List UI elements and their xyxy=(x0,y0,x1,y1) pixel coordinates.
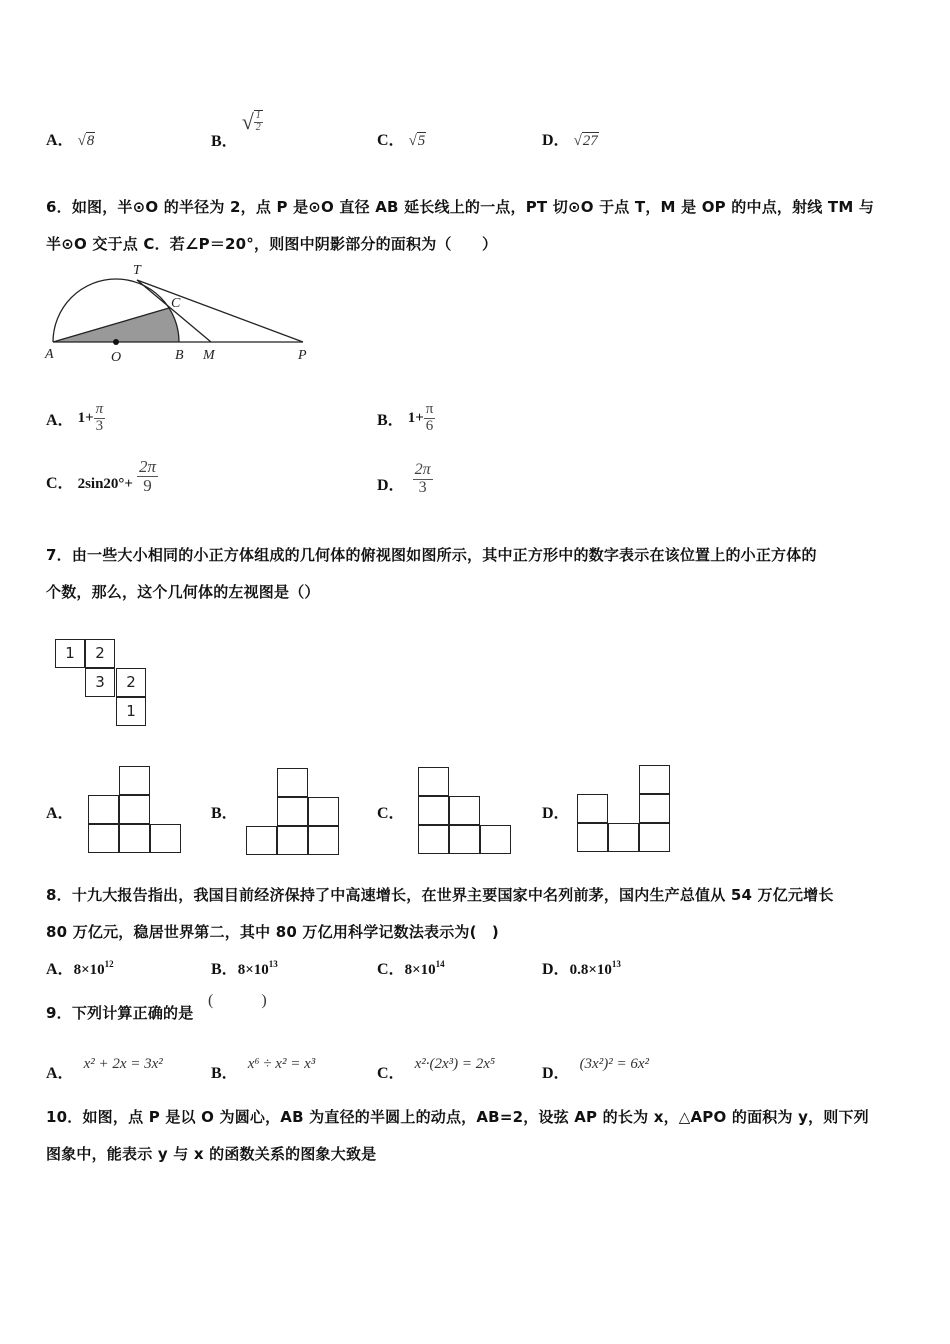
math-expression: x²·(2x³) = 2x⁵ xyxy=(414,1056,496,1072)
q9-stem: 9．下列计算正确的是 xyxy=(46,1004,194,1022)
option-label: B． xyxy=(377,411,404,429)
label-c: C xyxy=(171,296,181,311)
q6-stem-line2: 半⊙O 交于点 C．若∠P＝20°，则图中阴影部分的面积为（ ） xyxy=(46,235,498,253)
q9-answer-paren: ( ) xyxy=(208,992,267,1009)
option-label: A． xyxy=(46,411,74,429)
math-expression: (3x²)² = 6x² xyxy=(579,1056,649,1072)
grid-cell: 2 xyxy=(85,639,115,668)
q7-stem-line2: 个数，那么，这个几何体的左视图是（） xyxy=(46,583,320,601)
q8-stem-line2: 80 万亿元，稳居世界第二，其中 80 万亿用科学记数法表示为( ) xyxy=(46,923,499,941)
option-label: A． xyxy=(46,132,74,149)
option-label: D． xyxy=(377,476,405,494)
q9-option-d[interactable]: D． (3x²)² = 6x² xyxy=(542,1056,649,1082)
q5-option-b[interactable] xyxy=(211,109,263,150)
q6-semicircle-figure xyxy=(40,255,330,370)
q9-option-c[interactable]: C． x²·(2x³) = 2x⁵ xyxy=(377,1056,496,1082)
option-label: D． xyxy=(542,132,570,149)
q6-option-b[interactable]: B． 1+ $\frac{\pi}{6}$ xyxy=(377,401,434,434)
q7-option-d-figure[interactable] xyxy=(577,765,672,855)
sqrt-expression: √8 xyxy=(77,133,95,149)
fraction: $\frac{2\pi}{9}$ xyxy=(138,457,156,495)
grid-cell: 2 xyxy=(116,668,146,697)
q8-stem-line1: 8．十九大报告指出，我国目前经济保持了中高速增长，在世界主要国家中名列前茅，国内生产总值从 54 万亿元增长 xyxy=(46,886,834,904)
grid-cell: 1 xyxy=(116,697,146,726)
q6-option-d[interactable] xyxy=(377,462,433,497)
q9-option-b[interactable]: B． x⁶ ÷ x² = x³ xyxy=(211,1056,316,1082)
label-a: A xyxy=(45,347,54,362)
label-p: P xyxy=(298,348,307,363)
grid-cell: 3 xyxy=(85,668,115,697)
q6-option-a[interactable]: A． 1+ $\frac{\pi}{3}$ xyxy=(46,401,104,434)
q10-stem-line2: 图象中，能表示 y 与 x 的函数关系的图象大致是 xyxy=(46,1145,377,1163)
q10-stem-line1: 10．如图，点 P 是以 O 为圆心，AB 为直径的半圆上的动点，AB=2，设弦 AP 的长为 x，△APO 的面积为 y，则下列 xyxy=(46,1108,869,1126)
label-o: O xyxy=(111,350,122,365)
q7-option-a-label[interactable]: A． xyxy=(46,805,74,822)
grid-cell: 1 xyxy=(55,639,85,668)
math-expression: x⁶ ÷ x² = x³ xyxy=(247,1056,316,1072)
option-label: C． xyxy=(377,132,405,149)
label-b: B xyxy=(175,348,184,363)
fraction: $\frac{2\pi}{3}$ xyxy=(414,461,431,496)
q7-option-b-label[interactable]: B． xyxy=(211,805,238,822)
q7-option-a-figure[interactable] xyxy=(88,766,183,856)
q5-option-d[interactable] xyxy=(542,127,599,150)
sqrt-expression: √ $\frac{1}{2}$ xyxy=(241,109,261,134)
q7-option-c-figure[interactable] xyxy=(418,767,513,857)
option-label: B． xyxy=(211,133,238,150)
math-expression: x² + 2x = 3x² xyxy=(83,1056,163,1072)
q8-option-d[interactable]: D．$0.8\times 10^{13}$ xyxy=(542,959,621,978)
q6-option-c[interactable]: C． 2sin20°+ $\frac{2\pi}{9}$ xyxy=(46,457,156,495)
q7-option-b-figure[interactable] xyxy=(246,768,341,858)
q9-option-a[interactable]: A． x² + 2x = 3x² xyxy=(46,1056,163,1082)
q5-option-a[interactable] xyxy=(46,127,95,150)
label-t: T xyxy=(133,263,141,278)
q7-option-c-label[interactable]: C． xyxy=(377,805,405,822)
label-m: M xyxy=(203,348,215,363)
option-label: C． xyxy=(46,474,74,492)
q8-option-b[interactable]: B．$8\times 10^{13}$ xyxy=(211,959,278,978)
q8-option-c[interactable]: C．$8\times 10^{14}$ xyxy=(377,959,445,978)
q7-option-d-label[interactable]: D． xyxy=(542,805,570,822)
q7-stem-line1: 7．由一些大小相同的小正方体组成的几何体的俯视图如图所示，其中正方形中的数字表示在该位置上的小正方体的 xyxy=(46,546,817,564)
center-point xyxy=(113,339,119,345)
sqrt-expression: √27 xyxy=(573,133,598,149)
q6-stem-line1: 6．如图，半⊙O 的半径为 2，点 P 是⊙O 直径 AB 延长线上的一点，PT 切⊙O 于点 T，M 是 OP 的中点，射线 TM 与 xyxy=(46,198,875,216)
q7-top-view-grid xyxy=(55,639,150,729)
fraction: $\frac{\pi}{3}$ xyxy=(95,401,104,434)
q8-option-a[interactable]: A．$8\times 10^{12}$ xyxy=(46,959,114,978)
fraction: $\frac{\pi}{6}$ xyxy=(425,401,434,434)
sqrt-expression: √5 xyxy=(408,133,426,149)
q5-option-c[interactable] xyxy=(377,127,426,150)
